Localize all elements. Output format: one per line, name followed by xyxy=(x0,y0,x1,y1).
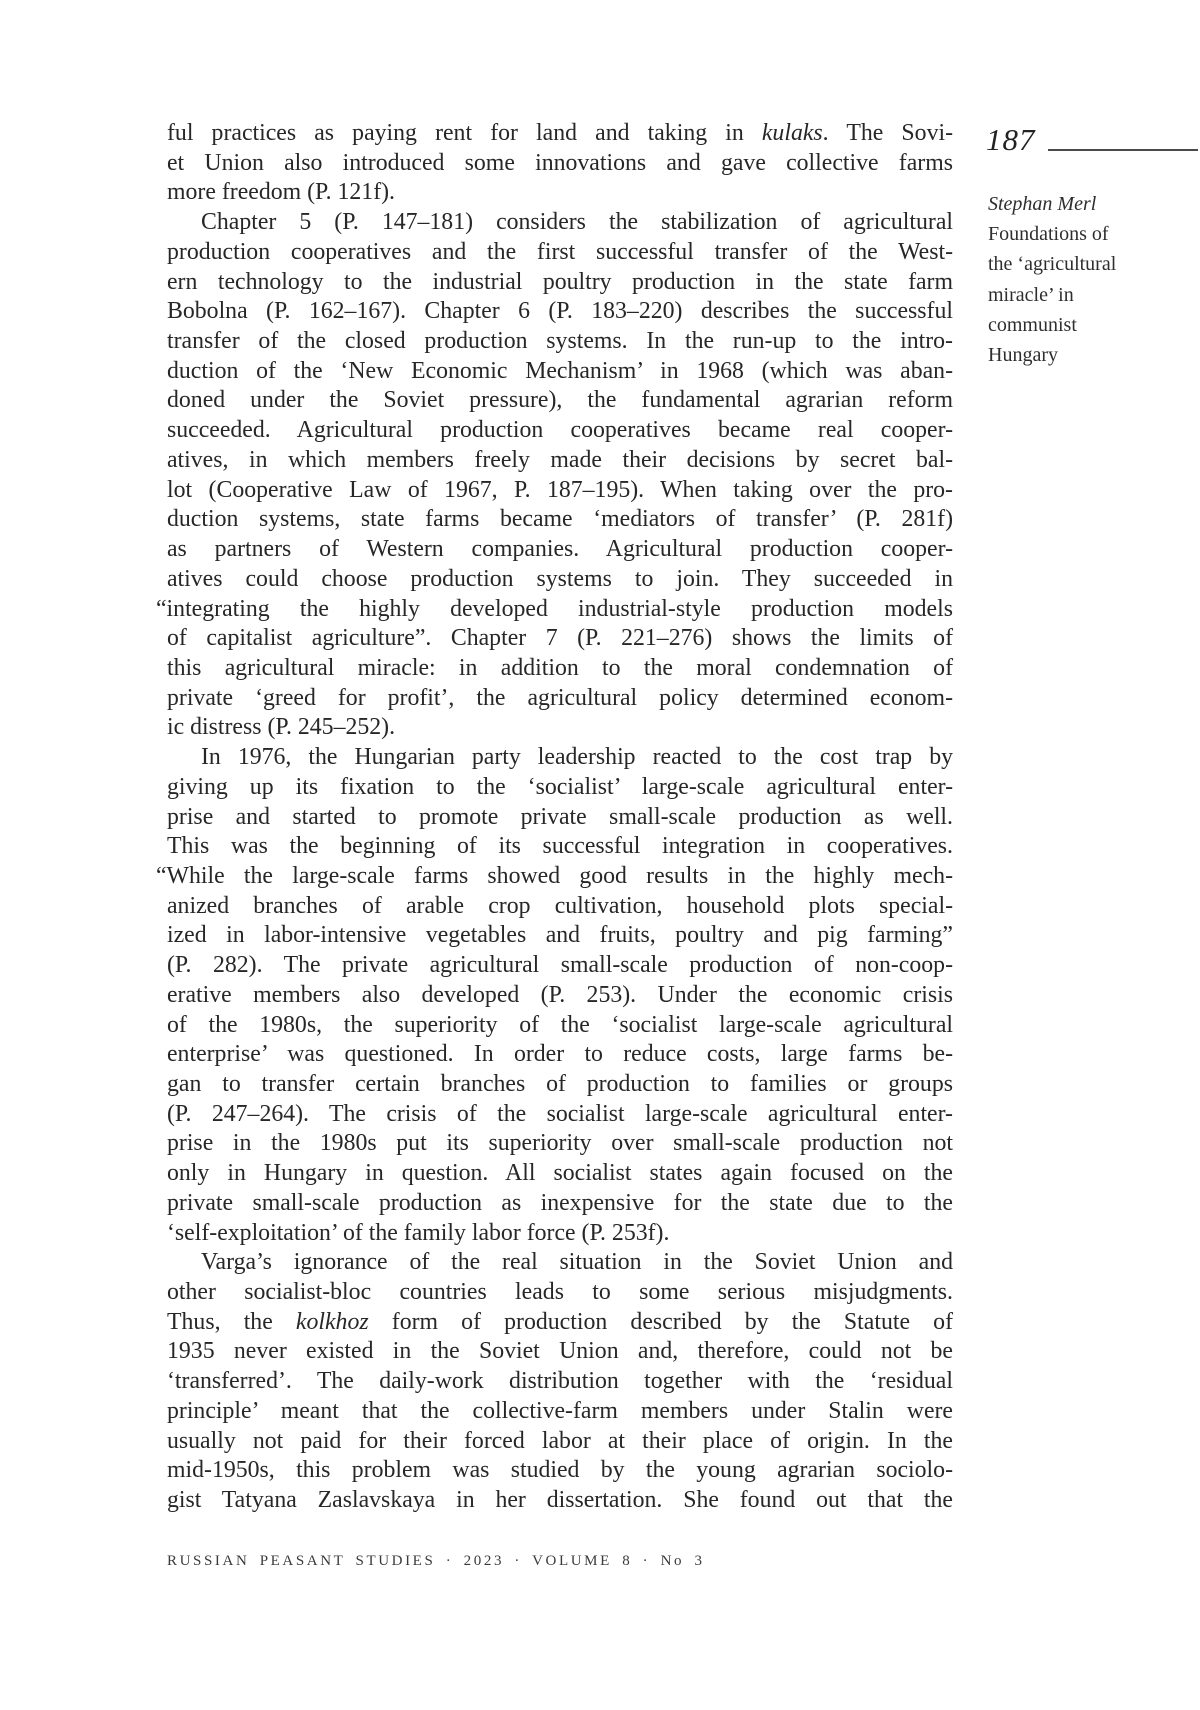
body-line: (P. 282). The private agricultural small-scale production of non-coop- xyxy=(167,952,953,979)
italic-term: kulaks xyxy=(761,120,823,146)
body-line xyxy=(167,119,953,149)
text-run: Thus, the xyxy=(167,1308,296,1335)
body-line: enterprise’ was questioned. In order to reduce costs, large farms be- xyxy=(167,1041,953,1068)
sidebar-title-line: miracle’ in xyxy=(988,283,1074,306)
sidebar-author: Stephan Merl xyxy=(988,193,1097,215)
body-line xyxy=(167,1308,953,1338)
body-line: ern technology to the industrial poultry production in the state farm xyxy=(167,268,953,295)
body-line: duction of the ‘New Economic Mechanism’ in 1968 (which was aban- xyxy=(167,357,953,384)
italic-term: kolkhoz xyxy=(295,1308,369,1335)
body-line: of capitalist agriculture”. Chapter 7 (P. 221–276) shows the limits of xyxy=(167,625,953,652)
body-line: (P. 247–264). The crisis of the socialist large-scale agricultural enter- xyxy=(167,1100,953,1127)
journal-footer: RUSSIAN PEASANT STUDIES · 2023 · VOLUME 8 · No 3 xyxy=(167,1553,705,1569)
body-line: lot (Cooperative Law of 1967, P. 187–195). When taking over the pro- xyxy=(167,476,953,503)
body-line: ‘transferred’. The daily-work distribution together with the ‘residual xyxy=(167,1368,953,1395)
sidebar-title-line: communist xyxy=(988,313,1077,336)
body-line: 1935 never existed in the Soviet Union and, therefore, could not be xyxy=(167,1338,953,1365)
body-line: In 1976, the Hungarian party leadership reacted to the cost trap by xyxy=(201,744,953,771)
body-line: atives could choose production systems to join. They succeeded in xyxy=(167,565,953,592)
sidebar-title-line: Foundations of xyxy=(988,223,1109,246)
paragraph xyxy=(156,743,953,1248)
body-line: doned under the Soviet pressure), the fundamental agrarian reform xyxy=(167,387,953,414)
body-line: only in Hungary in question. All socialist states again focused on the xyxy=(167,1160,953,1187)
body-line: this agricultural miracle: in addition to the moral condemnation of xyxy=(167,654,953,681)
body-line: ic distress (P. 245–252). xyxy=(167,714,396,741)
text-run: ful practices as paying rent for land and taking in xyxy=(167,120,762,146)
body-line: erative members also developed (P. 253). Under the economic crisis xyxy=(167,981,953,1008)
text-run: form of production described by the Statute of xyxy=(368,1308,953,1335)
body-line: prise and started to promote private small-scale production as well. xyxy=(167,803,953,830)
body-line: Varga’s ignorance of the real situation in the Soviet Union and xyxy=(201,1249,953,1276)
body-line: ized in labor-intensive vegetables and fruits, poultry and pig farming” xyxy=(167,922,953,949)
body-line: of the 1980s, the superiority of the ‘socialist large-scale agricultural xyxy=(167,1011,953,1038)
sidebar xyxy=(988,189,1200,370)
sidebar-title-line: Hungary xyxy=(988,344,1058,367)
body-line: as partners of Western companies. Agricultural production cooper- xyxy=(167,536,953,563)
body-line: mid-1950s, this problem was studied by the young agrarian sociolo- xyxy=(167,1457,953,1484)
body-line: more freedom (P. 121f). xyxy=(167,179,395,206)
paragraph xyxy=(167,119,953,208)
body-line: private small-scale production as inexpensive for the state due to the xyxy=(167,1189,953,1216)
sidebar-title xyxy=(988,219,1200,370)
header-rule xyxy=(1048,149,1198,151)
body-line: gist Tatyana Zaslavskaya in her dissertation. She found out that the xyxy=(167,1487,953,1514)
body-line: prise in the 1980s put its superiority over small-scale production not xyxy=(167,1130,953,1157)
body-line: private ‘greed for profit’, the agricultural policy determined econom- xyxy=(167,684,953,711)
text-run: . The Sovi- xyxy=(822,120,954,146)
body-line: succeeded. Agricultural production cooperatives became real cooper- xyxy=(167,417,953,444)
page-number: 187 xyxy=(986,122,1036,157)
body-line: This was the beginning of its successful integration in cooperatives. xyxy=(167,833,953,860)
body-line: production cooperatives and the first successful transfer of the West- xyxy=(167,238,953,265)
body-line: anized branches of arable crop cultivation, household plots special- xyxy=(167,892,953,919)
body-line: duction systems, state farms became ‘mediators of transfer’ (P. 281f) xyxy=(167,506,953,533)
body-line: Bobolna (P. 162–167). Chapter 6 (P. 183–220) describes the successful xyxy=(167,298,953,325)
body-line: ‘self-exploitation’ of the family labor force (P. 253f). xyxy=(167,1219,670,1246)
body-line: “integrating the highly developed industrial-style production models xyxy=(156,595,953,622)
sidebar-title-line: the ‘agricultural xyxy=(988,253,1117,276)
body-line: principle’ meant that the collective-farm members under Stalin were xyxy=(167,1397,953,1424)
body-line: et Union also introduced some innovations and gave collective farms xyxy=(167,149,953,176)
body-line: gan to transfer certain branches of production to families or groups xyxy=(167,1071,953,1097)
body-text xyxy=(156,119,954,1516)
body-line: usually not paid for their forced labor at their place of origin. In the xyxy=(167,1427,953,1454)
body-line: transfer of the closed production systems. In the run-up to the intro- xyxy=(167,328,953,355)
body-line: Chapter 5 (P. 147–181) considers the stabilization of agricultural xyxy=(201,209,953,236)
body-line: other socialist-bloc countries leads to some serious misjudgments. xyxy=(167,1279,953,1306)
paragraph xyxy=(156,208,953,743)
paragraph xyxy=(167,1248,953,1515)
body-line: giving up its fixation to the ‘socialist’ large-scale agricultural enter- xyxy=(167,773,953,800)
body-line: atives, in which members freely made their decisions by secret bal- xyxy=(167,446,953,473)
body-line: “While the large-scale farms showed good results in the highly mech- xyxy=(156,862,953,889)
